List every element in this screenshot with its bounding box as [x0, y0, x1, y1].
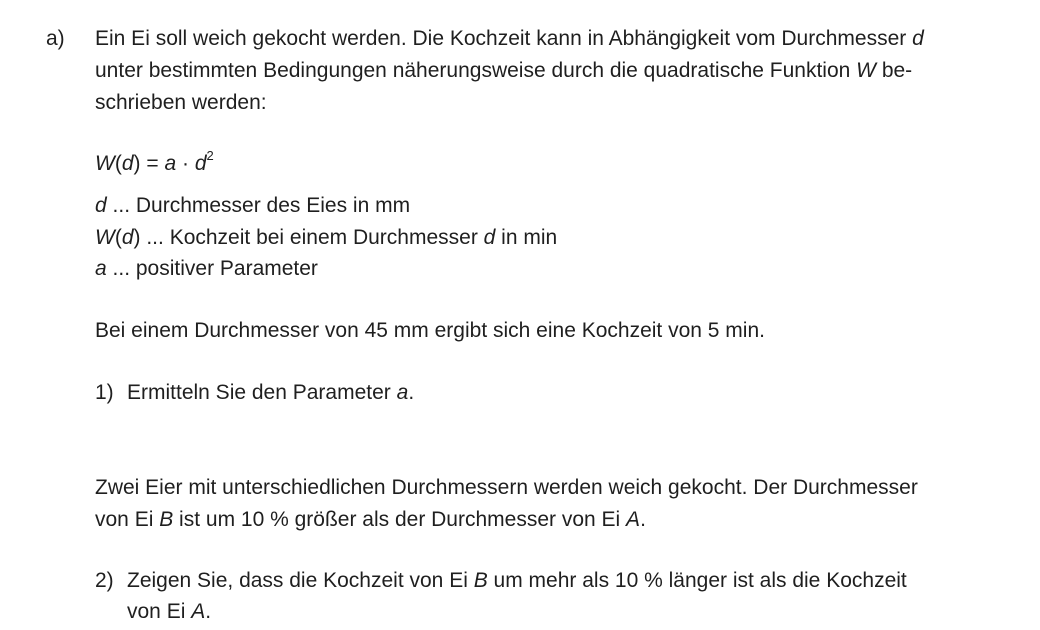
intro-line-2: unter bestimmten Bedingungen näherungsweise durch die quadratische Funktion W be- — [95, 59, 913, 82]
given-statement: Bei einem Durchmesser von 45 mm ergibt sich eine Kochzeit von 5 min. — [95, 319, 765, 342]
legend-line-d: d ... Durchmesser des Eies in mm — [95, 194, 411, 217]
intro-line-1: Ein Ei soll weich gekocht werden. Die Kochzeit kann in Abhängigkeit vom Durchmesser d — [95, 27, 924, 50]
question-2-line-2: von Ei A. — [127, 600, 212, 623]
question-1-text: Ermitteln Sie den Parameter a. — [127, 381, 415, 404]
second-intro-line-1: Zwei Eier mit unterschiedlichen Durchmessern werden weich gekocht. Der Durchmesser — [95, 476, 918, 499]
second-intro-line-2: von Ei B ist um 10 % größer als der Durchmesser von Ei A. — [95, 508, 646, 531]
question-1-number: 1) — [95, 381, 114, 404]
task-label: a) — [46, 27, 65, 50]
question-2-line-1: Zeigen Sie, dass die Kochzeit von Ei B um mehr als 10 % länger ist als die Kochzeit — [127, 569, 907, 592]
legend-line-a: a ... positiver Parameter — [95, 257, 318, 280]
intro-line-3: schrieben werden: — [95, 91, 267, 114]
legend-line-w: W(d) ... Kochzeit bei einem Durchmesser d in min — [95, 226, 558, 249]
question-2-number: 2) — [95, 569, 114, 592]
formula: $W(d) = a \cdot d^2$ — [95, 148, 214, 175]
